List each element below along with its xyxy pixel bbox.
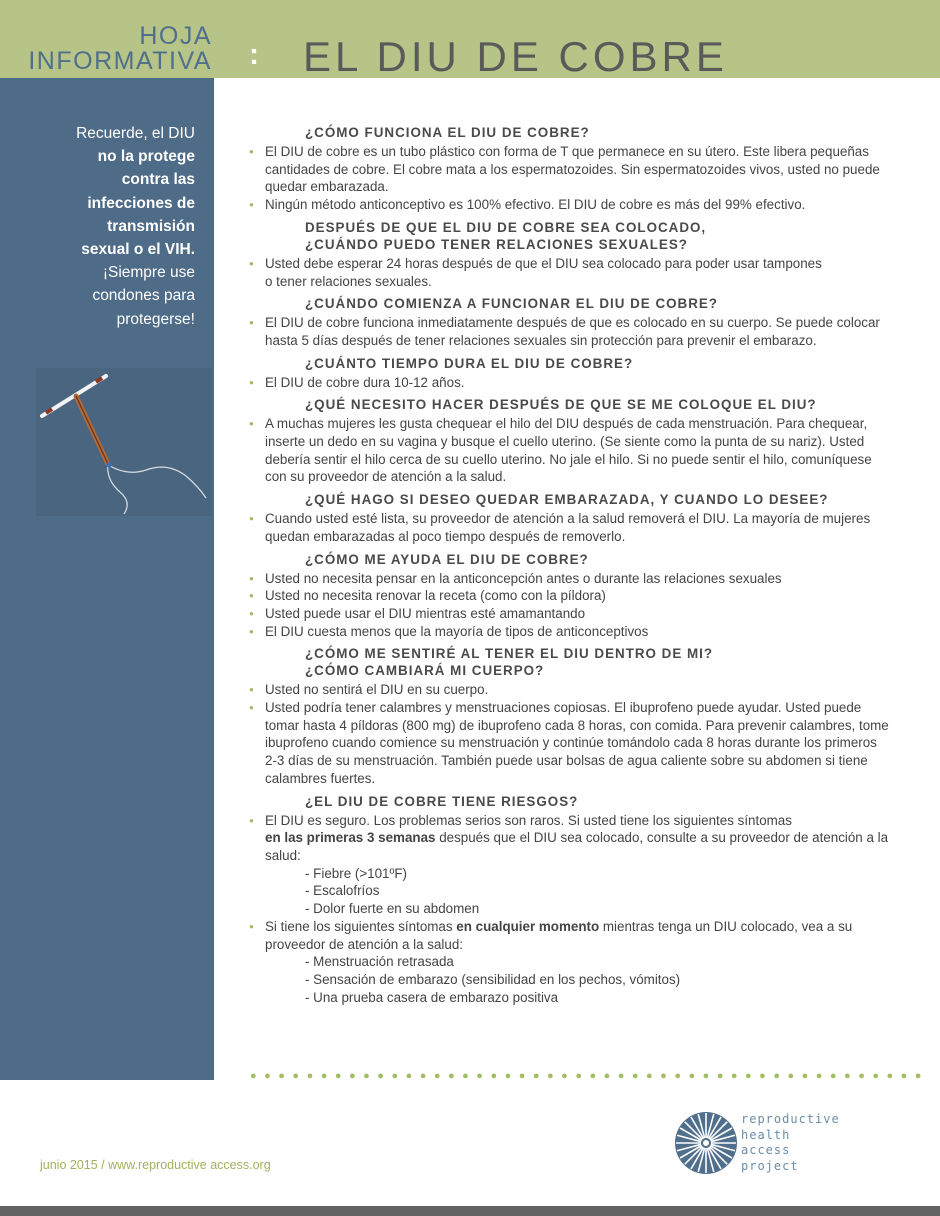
list-item: ● El DIU es seguro. Los problemas serios son raros. Si usted tiene los siguientes síntomas en las primeras 3 semanas después que el DIU sea colocado, consulte a su proveedor de atención a la salud: - Fiebre (>101ºF) - Escalofríos - Dolor fuerte en su abdomen	[249, 812, 889, 918]
list-item: ● Usted no sentirá el DIU en su cuerpo.	[249, 681, 889, 699]
list-item: ● Usted podría tener calambres y menstruaciones copiosas. El ibuprofeno puede ayudar. Usted puede tomar hasta 4 píldoras (800 mg) de ibuprofeno cada 8 horas, con comida. Para prevenir calambres, tome ibuprofeno cuando comience su menstruación y continúe tomándolo cada 8 horas durante los primeros 2-3 días de su menstruación. También puede usar bolsas de agua caliente sobre su abdomen si tiene calambres fuertes.	[249, 699, 889, 788]
section-benefits	[249, 551, 889, 641]
dotted-divider: ●●●●●●●●●●●●●●●●●●●●●●●●●●●●●●●●●●●●●●●●●●●●●●●●	[250, 1070, 929, 1082]
header-band	[0, 0, 940, 78]
section-heading: ¿QUÉ HAGO SI DESEO QUEDAR EMBARAZADA, Y CUANDO LO DESEE?	[305, 492, 829, 508]
section-heading: ¿EL DIU DE COBRE TIENE RIESGOS?	[305, 793, 579, 809]
reminder-bold-line: contra las	[121, 171, 195, 189]
reminder-bold-line: infecciones de	[87, 194, 195, 212]
symptom-item: - Menstruación retrasada	[305, 954, 454, 970]
section-heading: ¿CÓMO FUNCIONA EL DIU DE COBRE?	[305, 125, 590, 140]
emphasis-any-time: en cualquier momento	[456, 918, 600, 934]
section-after-care	[249, 396, 889, 486]
bottom-bar	[0, 1206, 940, 1216]
section-heading: DESPUÉS DE QUE EL DIU DE COBRE SEA COLOCADO, ¿CUÁNDO PUEDO TENER RELACIONES SEXUALES?	[305, 219, 707, 252]
section-when-effective	[249, 295, 889, 349]
list-item: ● Ningún método anticonceptivo es 100% efectivo. El DIU de cobre es más del 99% efectivo.	[249, 196, 889, 214]
list-item: ● Usted no necesita pensar en la anticoncepción antes o durante las relaciones sexuales	[249, 570, 889, 588]
list-item: ● El DIU cuesta menos que la mayoría de tipos de anticonceptivos	[249, 623, 889, 641]
section-heading: ¿QUÉ NECESITO HACER DESPUÉS DE QUE SE ME COLOQUE EL DIU?	[305, 397, 817, 413]
list-item: ● Cuando usted esté lista, su proveedor de atención a la salud removerá el DIU. La mayoría de mujeres quedan embarazadas al poco tiempo después de removerlo.	[249, 510, 889, 545]
section-duration	[249, 355, 889, 392]
page-title: EL DIU DE COBRE	[303, 33, 728, 80]
section-body-changes	[249, 645, 889, 787]
header-separator: :	[249, 38, 259, 71]
section-risks	[249, 793, 889, 1007]
section-pregnancy-wish	[249, 491, 889, 545]
list-item: ● Si tiene los siguientes síntomas en cualquier momento mientras tenga un DIU colocado, vea a su proveedor de atención a la salud: - Menstruación retrasada - Sensación de embarazo (sensibilidad en los pechos, vómitos) - Una prueba casera de embarazo positiva	[249, 918, 889, 1007]
informativa-line: INFORMATIVA	[28, 47, 212, 75]
rhap-logo-icon	[674, 1111, 738, 1175]
list-item: ● Usted no necesita renovar la receta (como con la píldora)	[249, 587, 889, 605]
symptom-item: - Dolor fuerte en su abdomen	[305, 901, 480, 917]
reminder-bold-line: transmisión	[107, 217, 195, 235]
logo-wordmark: reproductive health access project	[741, 1112, 840, 1173]
sidebar-reminder	[5, 122, 195, 331]
list-item: ● El DIU de cobre dura 10-12 años.	[249, 374, 889, 392]
section-after-insertion-sex	[249, 219, 889, 290]
reminder-bold-line: sexual o el VIH.	[81, 241, 195, 259]
hoja-line: HOJA	[139, 22, 212, 50]
footer-date-website: junio 2015 / www.reproductive access.org	[40, 1158, 271, 1172]
symptom-item: - Una prueba casera de embarazo positiva	[305, 989, 559, 1005]
list-item: ● Usted debe esperar 24 horas después de que el DIU sea colocado para poder usar tampones o tener relaciones sexuales.	[249, 255, 889, 290]
symptom-item: - Escalofríos	[305, 883, 380, 899]
symptom-item: - Sensación de embarazo (sensibilidad en los pechos, vómitos)	[305, 971, 681, 987]
document-type-label	[28, 24, 212, 74]
reminder-bold-line: no la protege	[97, 148, 195, 166]
reminder-line: ¡Siempre use	[102, 264, 195, 282]
list-item: ● El DIU de cobre es un tubo plástico con forma de T que permanece en su útero. Este libera pequeñas cantidades de cobre. El cobre mata a los espermatozoides. Sin espermatozoides vivos, usted no puede quedar embarazada.	[249, 143, 889, 196]
reminder-line: protegerse!	[116, 310, 195, 328]
reminder-line: condones para	[92, 287, 195, 305]
list-item: ● Usted puede usar el DIU mientras esté amamantando	[249, 605, 889, 623]
symptom-item: - Fiebre (>101ºF)	[305, 865, 408, 881]
list-item: ● A muchas mujeres les gusta chequear el hilo del DIU después de cada menstruación. Para chequear, inserte un dedo en su vagina y busque el cuello uterino. (Se siente como la punta de su nariz). Usted debería sentir el hilo cerca de su cuello uterino. No jale el hilo. Si no puede sentir el hilo, comuníquese con su proveedor de atención a la salud.	[249, 415, 889, 486]
list-item: ● El DIU de cobre funciona inmediatamente después de que es colocado en su cuerpo. Se puede colocar hasta 5 días después de tener relaciones sexuales sin protección para prevenir el embarazo.	[249, 314, 889, 349]
section-heading: ¿CUÁNDO COMIENZA A FUNCIONAR EL DIU DE COBRE?	[305, 296, 718, 312]
copper-iud-illustration	[36, 368, 212, 516]
sidebar	[0, 78, 214, 1080]
reminder-line: Recuerde, el DIU	[76, 125, 195, 142]
section-how-it-works	[249, 124, 889, 214]
emphasis-first-weeks: en las primeras 3 semanas	[265, 830, 436, 846]
section-heading: ¿CÓMO ME SENTIRÉ AL TENER EL DIU DENTRO DE MI? ¿CÓMO CAMBIARÁ MI CUERPO?	[305, 646, 714, 679]
section-heading: ¿CÓMO ME AYUDA EL DIU DE COBRE?	[305, 551, 589, 567]
main-content	[249, 124, 889, 1011]
section-heading: ¿CUÁNTO TIEMPO DURA EL DIU DE COBRE?	[305, 355, 634, 371]
